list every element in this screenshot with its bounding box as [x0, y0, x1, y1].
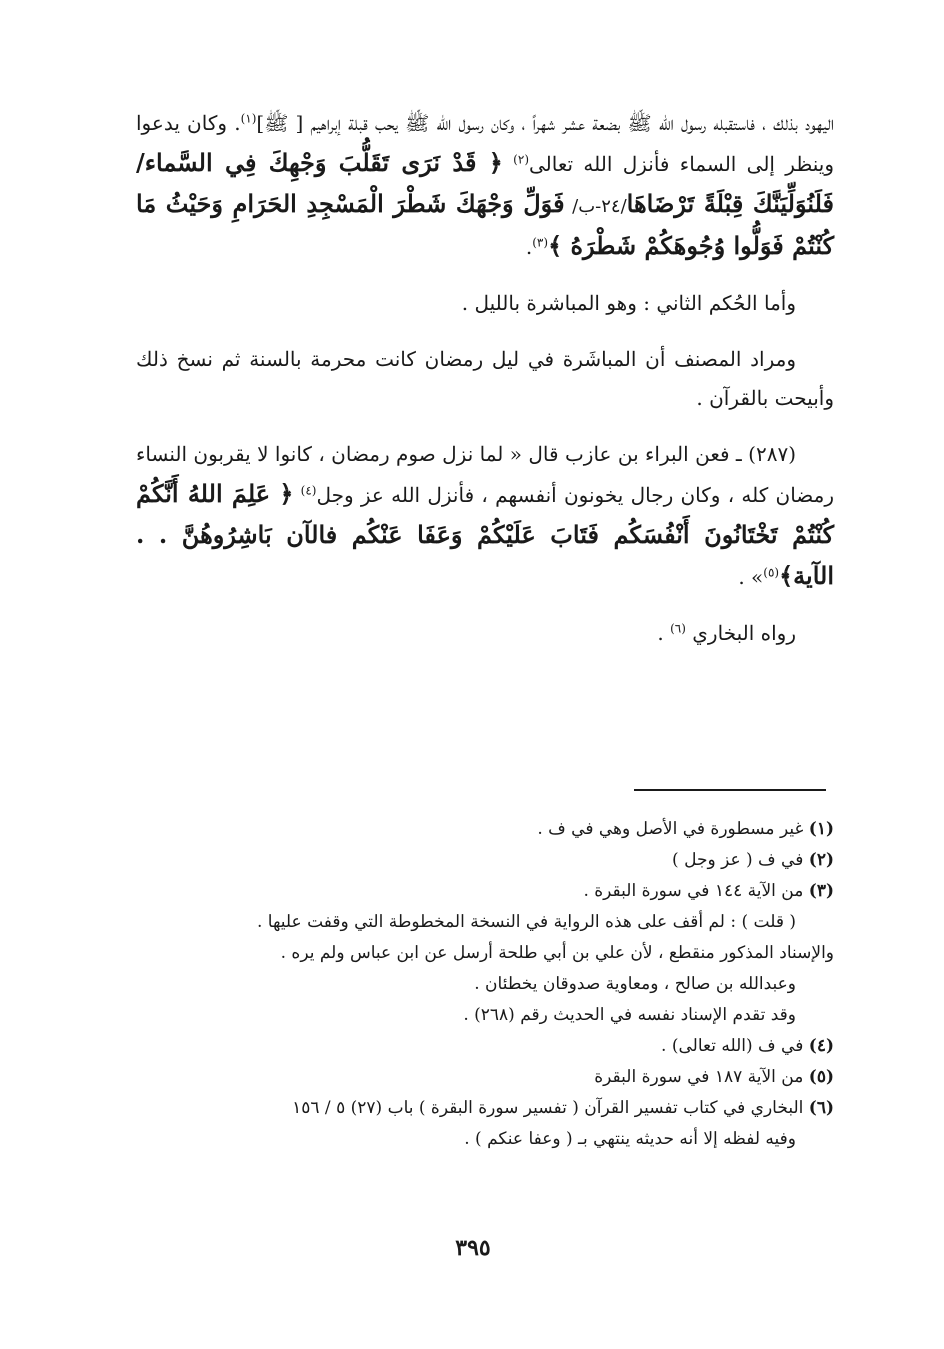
paragraph-second-ruling — [136, 284, 834, 323]
footnote-ref: (٥) — [763, 565, 780, 580]
text-run: . وكان يدعوا وينظر إلى السماء فأنزل الله — [136, 111, 834, 176]
text-run: ومراد المصنف أن المباشَرة في ليل رمضان كانت محرمة بالسنة ثم نسخ ذلك وأبيحت بالقرآن . — [136, 347, 834, 410]
footnote-continuation — [180, 1124, 834, 1155]
paragraph-qibla — [136, 104, 834, 267]
footnote-ref: (٣) — [532, 235, 549, 250]
footnote-text: وقد تقدم الإسناد نفسه في الحديث رقم (٢٦٨) . — [463, 1005, 796, 1025]
footnote-number: (١) — [808, 819, 834, 839]
paragraph-narrated-by — [136, 614, 834, 653]
main-text — [136, 104, 834, 653]
footnote-ref: (٤) — [300, 483, 317, 498]
manuscript-folio-marker: /٢٤-ب/ — [572, 196, 627, 217]
page-number: ٣٩٥ — [455, 1235, 491, 1261]
footnote-continuation — [180, 1000, 834, 1031]
footnote-number: (٦) — [808, 1098, 834, 1118]
quran-verse: ﴿ قَدْ نَرَى تَقَلُّبَ وَجْهِكَ فِي السَّماء/ فَلَنُوَلِّيَنَّكَ قِبْلَةً تَرْضَاهَا — [136, 148, 835, 218]
footnote-item — [180, 1062, 834, 1093]
text-run: وأما الحُكم الثاني : وهو المباشرة بالليل . — [461, 291, 796, 315]
text-run: . — [657, 621, 671, 645]
footnote-item — [180, 814, 834, 845]
footnote-number: (٣) — [808, 881, 834, 901]
footnote-ref: (٢) — [513, 152, 529, 167]
footnote-number: (٥) — [808, 1067, 834, 1087]
paragraph-hadith-287 — [136, 435, 834, 597]
quran-verse: ﴿ عَلِمَ اللهُ أَنَّكُمْ كُنْتُمْ تَخْتَانُونَ أَنْفُسَكُم فَتَابَ عَلَيْكُمْ وَعَفَا عَنْكُم فالآن بَاشِرُوهُنَّ . . الآية﴾ — [136, 479, 834, 590]
footnote-continuation — [180, 969, 834, 1000]
footnote-text: في ف (الله تعالى) . — [661, 1036, 804, 1056]
paragraph-author-intent — [136, 340, 834, 418]
footnote-text: في ف ( عز وجل ) — [672, 850, 804, 870]
text-run: (٢٨٧) ـ فعن البراء بن عازب قال « لما نزل صوم رمضان ، كانوا لا يقربون النساء رمضان كله ، وكان رجال يخونون أنفسهم ، فأنزل الله عز وجل — [136, 442, 835, 507]
text-run: ﷺ يحب قبلة إبراهيم [ ﷺ] — [256, 111, 430, 135]
footnote-text: غير مسطورة في الأصل وهي في ف . — [537, 819, 804, 839]
quran-verse: فَوَلِّ وَجْهَكَ شَطْرَ الْمَسْجِدِ الحَرَامِ وَحَيْثُ مَا كُنْتُمْ فَوَلُّوا وُجُوهَكُمْ شَطْرَهُ ﴾ — [136, 189, 834, 260]
footnote-text: وفيه لفظه إلا أنه حديثه ينتهي بـ ( وعفا عنكم ) . — [464, 1129, 796, 1149]
footnote-number: (٢) — [808, 850, 834, 870]
text-run: اليهود بذلك ، فاستقبله رسول الله ﷺ بضعة عشر شهراً ، وكان رسول الله — [436, 111, 835, 135]
footnote-text: والإسناد المذكور منقطع ، لأن علي بن أبي طلحة أرسل عن ابن عباس ولم يره . — [280, 943, 834, 963]
footnote-ref: (٦) — [670, 621, 686, 636]
footnote-text: من الآية ١٤٤ في سورة البقرة . — [583, 881, 804, 901]
footnote-text: وعبدالله بن صالح ، ومعاوية صدوقان يخطئان . — [474, 974, 796, 994]
text-run: تعالى — [529, 152, 574, 176]
footnote-item — [180, 876, 834, 907]
footnote-item — [180, 1093, 834, 1124]
footnote-text: من الآية ١٨٧ في سورة البقرة — [594, 1067, 804, 1087]
footnote-number: (٤) — [808, 1036, 834, 1056]
footnote-continuation — [180, 938, 834, 969]
text-run: » . — [738, 565, 764, 589]
footnote-text: البخاري في كتاب تفسير القرآن ( تفسير سورة البقرة ) باب (٢٧) ٥ / ١٥٦ — [292, 1098, 804, 1118]
footnotes — [180, 814, 834, 1155]
footnote-separator — [634, 789, 826, 791]
footnote-text: ( قلت ) : لم أقف على هذه الرواية في النسخة المخطوطة التي وقفت عليها . — [256, 912, 796, 932]
footnote-item — [180, 845, 834, 876]
text-run: رواه البخاري — [692, 621, 796, 645]
footnote-ref: (١) — [240, 111, 257, 126]
text-run: . — [525, 235, 533, 259]
footnote-item — [180, 1031, 834, 1062]
footnote-continuation — [180, 907, 834, 938]
